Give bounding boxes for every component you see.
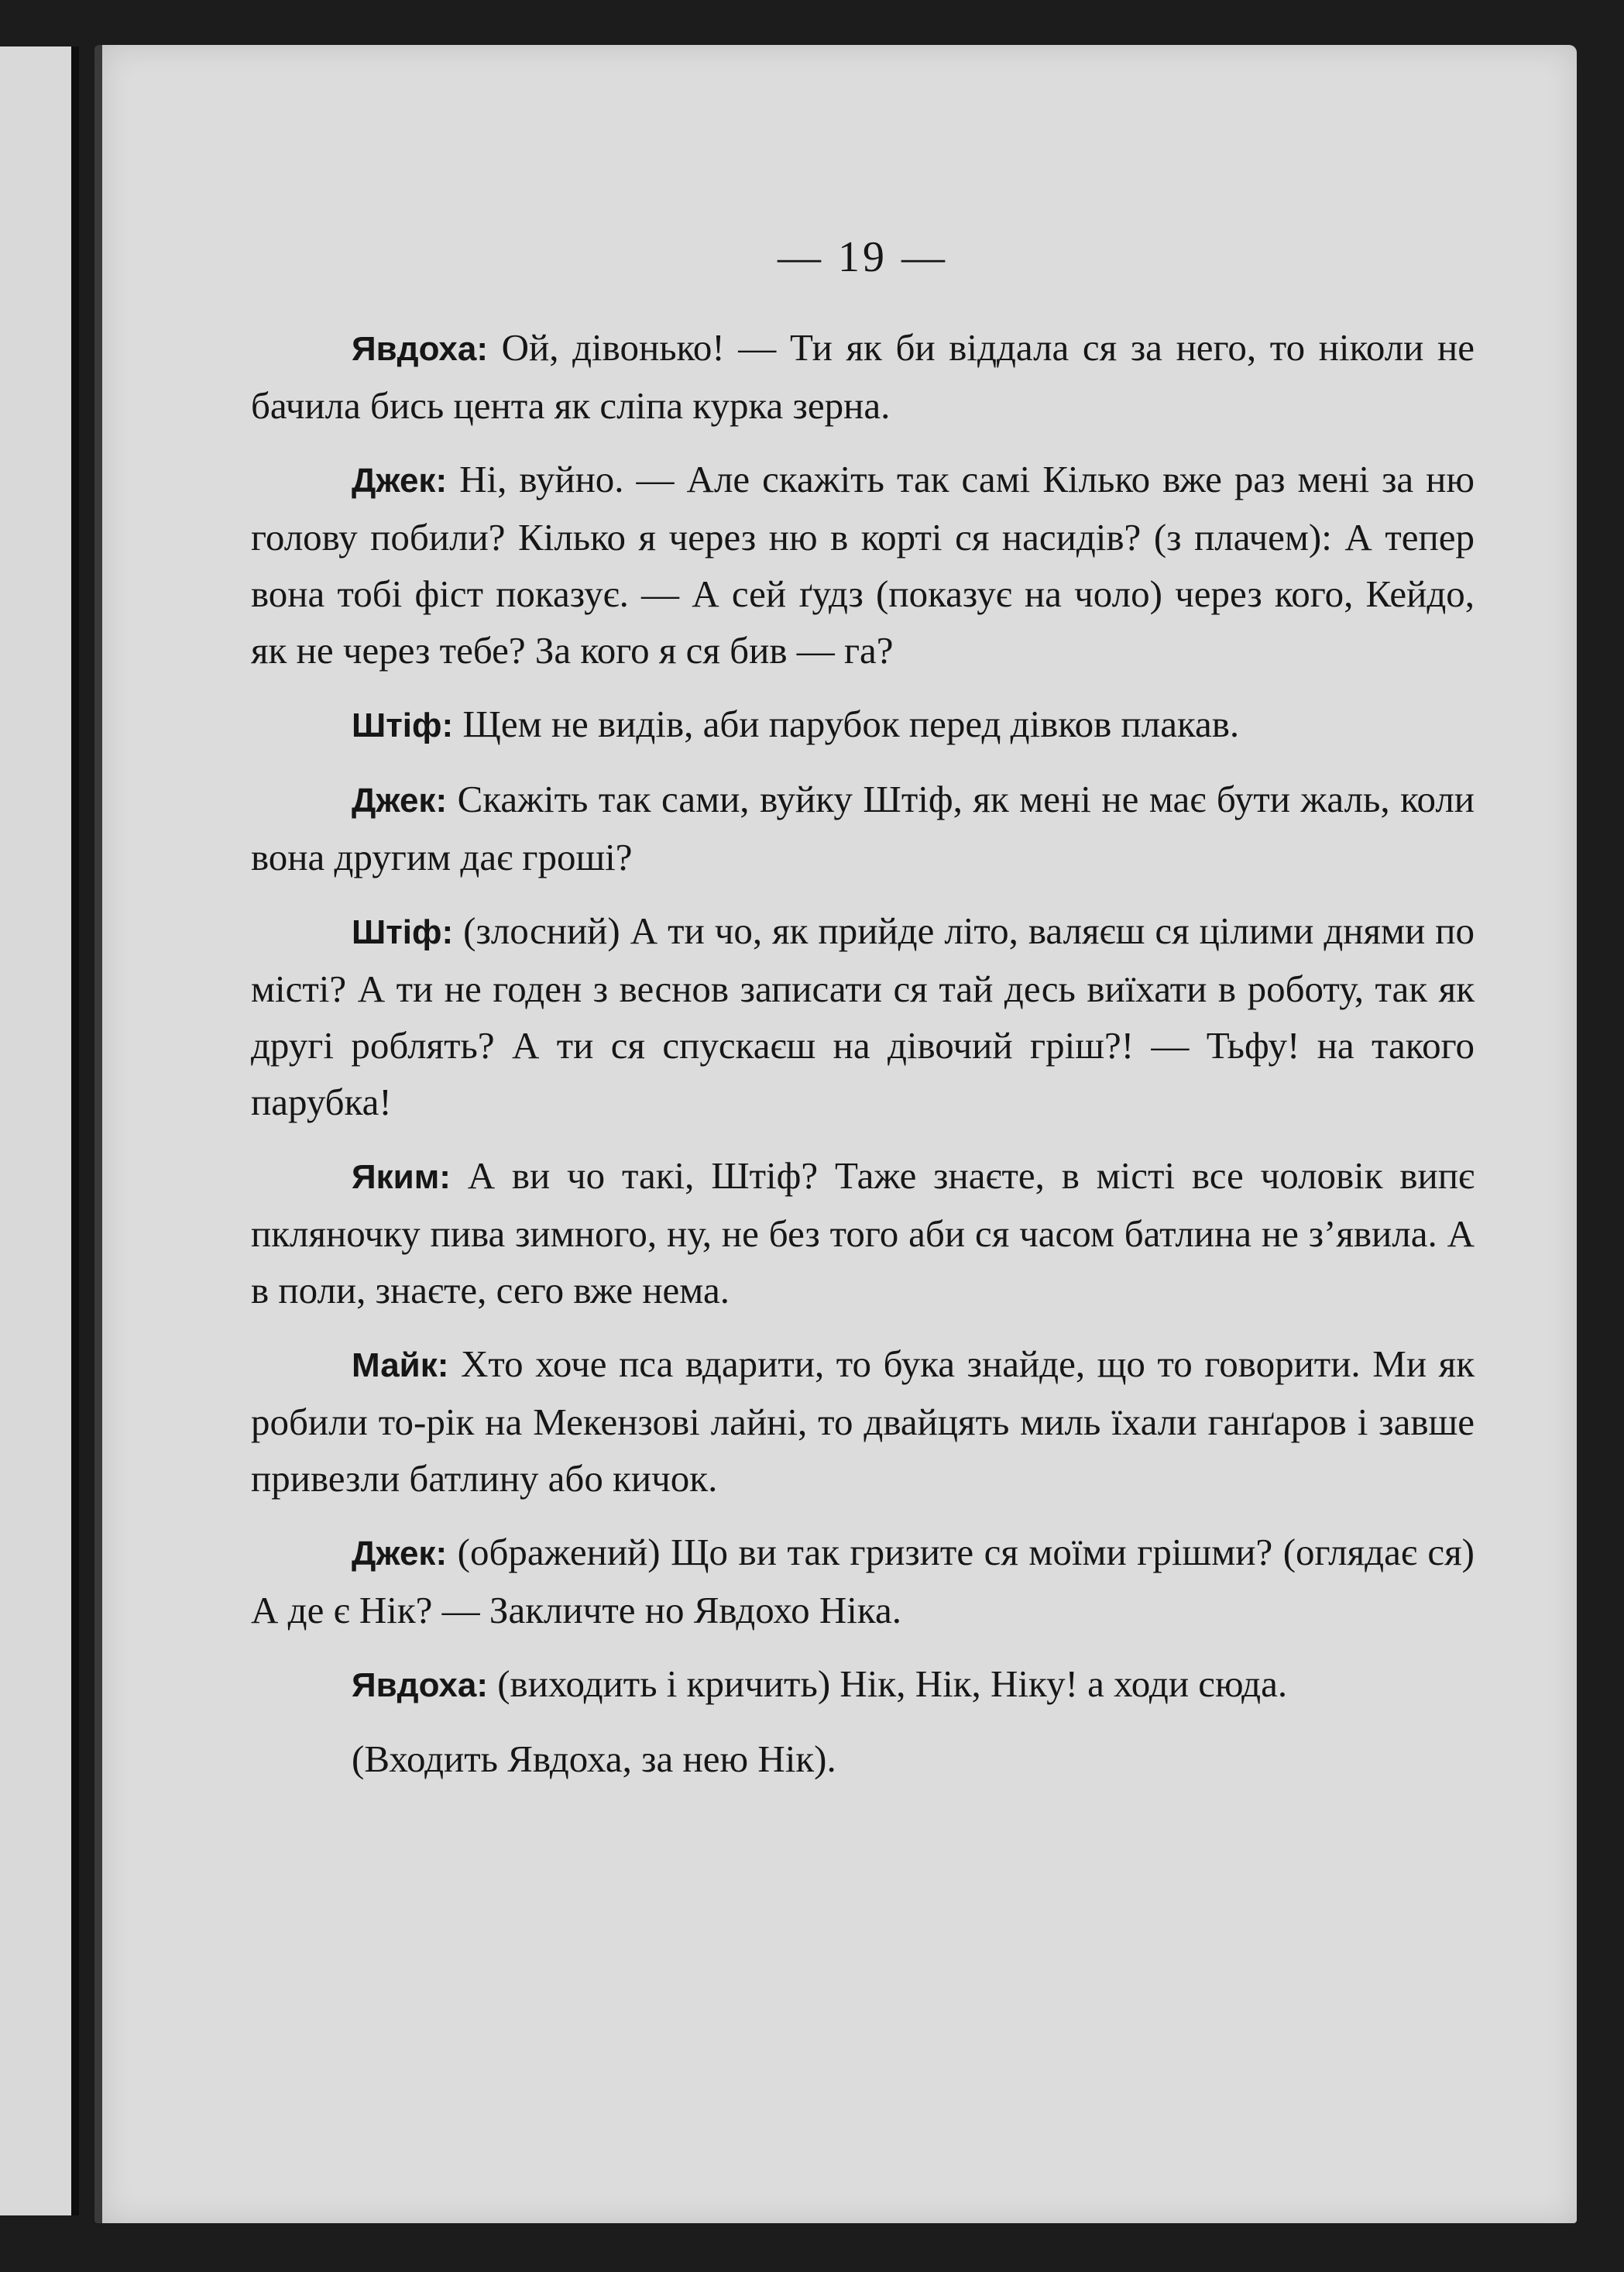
dialogue-line <box>251 1147 1475 1318</box>
speaker-name: Джек: <box>352 1535 448 1573</box>
dialogue-line <box>251 451 1475 679</box>
speaker-name: Явдоха: <box>352 1666 488 1704</box>
page-number: — 19 — <box>778 233 948 281</box>
stage-direction: (Входить Явдоха, за нею Нік). <box>352 1738 836 1780</box>
speaker-name: Джек: <box>352 782 448 820</box>
line-text: Щем не видів, аби парубок перед дівков плакав. <box>462 703 1240 745</box>
line-text: Ой, дівонько! — Ти як би віддала ся за него, то ніколи не бачила бись цента як сліпа курка зерна. <box>251 326 1475 427</box>
page-content <box>251 232 1475 1787</box>
line-text: А ви чо такі, Штіф? Таже знаєте, в місті все чоловік випє пкляночку пива зимного, ну, не без того аби ся часом батлина не з’явила. А в поли, знаєте, сего вже нема. <box>251 1154 1475 1311</box>
dialogue-line <box>251 771 1475 885</box>
dialogue-line <box>251 902 1475 1130</box>
dialogue-line <box>251 319 1475 434</box>
dialogue-line <box>251 696 1475 754</box>
speaker-name: Яким: <box>352 1158 451 1196</box>
dialogue-line <box>251 1524 1475 1638</box>
line-text: Хто хоче пса вдарити, то бука знайде, що то говорити. Ми як робили то-рік на Мекензові лайні, то двайцять миль їхали ганґаров і завше привезли батлину або кичок. <box>251 1342 1475 1500</box>
speaker-name: Явдоха: <box>352 330 488 368</box>
line-text: (злосний) А ти чо, як прийде літо, валяєш ся цілими днями по місті? А ти не годен з веснов записати ся тай десь виїхати в роботу, так як другі роблять? А ти ся спускаєш на дівочий гріш?! — Тьфу! на такого парубка! <box>251 909 1475 1123</box>
dialogue-line <box>251 1335 1475 1507</box>
dialogue-line <box>251 1655 1475 1713</box>
left-page-edge <box>0 46 79 2215</box>
line-text: Ні, вуйно. — Але скажіть так самі Кілько вже раз мені за ню голову побили? Кілько я через ню в корті ся насидів? (з плачем): А тепер вона тобі фіст показує. — А сей ґудз (показує на чоло) через кого, Кейдо, як не через тебе? За кого я ся бив — га? <box>251 458 1475 672</box>
speaker-name: Штіф: <box>352 913 454 951</box>
line-text: (виходить і кричить) Нік, Нік, Ніку! а ходи сюда. <box>497 1662 1288 1705</box>
speaker-name: Майк: <box>352 1346 449 1384</box>
speaker-name: Джек: <box>352 462 448 500</box>
speaker-name: Штіф: <box>352 706 454 744</box>
line-text: (ображений) Що ви так гризите ся моїми грішми? (оглядає ся) А де є Нік? — Закличте но Явдохо Ніка. <box>251 1531 1475 1631</box>
line-text: Скажіть так сами, вуйку Штіф, як мені не має бути жаль, коли вона другим дає гроші? <box>251 778 1475 878</box>
